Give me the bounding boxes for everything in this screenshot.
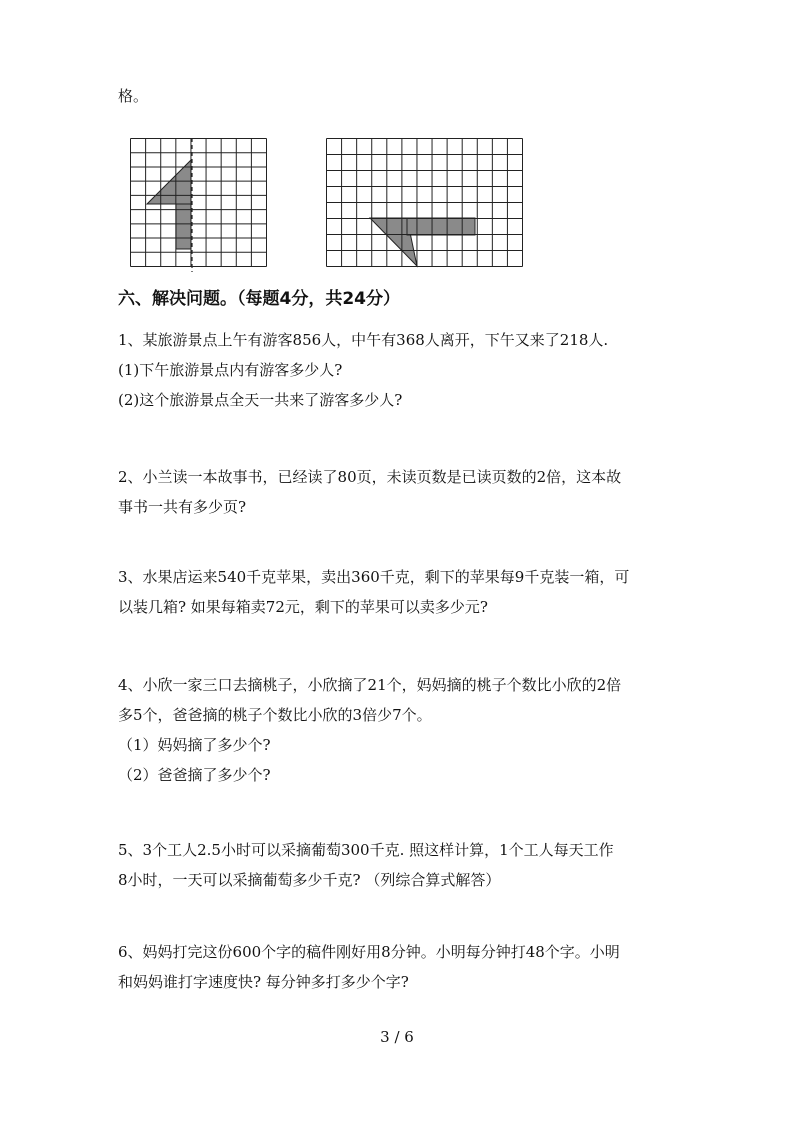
q1-line2: (1)下午旅游景点内有游客多少人? <box>118 361 343 379</box>
q4-line1: 4、小欣一家三口去摘桃子，小欣摘了21个，妈妈摘的桃子个数比小欣的2倍 <box>118 676 622 694</box>
q3-line2: 以装几箱? 如果每箱卖72元，剩下的苹果可以卖多少元? <box>118 598 488 616</box>
q4-line3: （1）妈妈摘了多少个? <box>118 736 271 754</box>
q2-line1: 2、小兰读一本故事书，已经读了80页，未读页数是已读页数的2倍，这本故 <box>118 468 622 486</box>
q1-line3: (2)这个旅游景点全天一共来了游客多少人? <box>118 391 403 409</box>
top-fragment: 格。 <box>118 87 149 105</box>
q4-line2: 多5个，爸爸摘的桃子个数比小欣的3倍少7个。 <box>118 706 432 724</box>
q5-line1: 5、3个工人2.5小时可以采摘葡萄300千克. 照这样计算，1个工人每天工作 <box>118 841 614 859</box>
page-number: 3 / 6 <box>380 1028 414 1046</box>
right-grid-figure <box>326 138 524 268</box>
right-shaded-shape <box>370 218 475 266</box>
q6-line1: 6、妈妈打完这份600个字的稿件刚好用8分钟。小明每分钟打48个字。小明 <box>118 943 620 961</box>
q6-line2: 和妈妈谁打字速度快? 每分钟多打多少个字? <box>118 973 409 991</box>
q5-line2: 8小时，一天可以采摘葡萄多少千克? （列综合算式解答） <box>118 871 501 889</box>
q1-line1: 1、某旅游景点上午有游客856人，中午有368人离开，下午又来了218人. <box>118 331 609 349</box>
q4-line4: （2）爸爸摘了多少个? <box>118 766 271 784</box>
q3-line1: 3、水果店运来540千克苹果，卖出360千克，剩下的苹果每9千克装一箱，可 <box>118 568 630 586</box>
q2-line2: 事书一共有多少页? <box>118 498 247 516</box>
left-grid-figure <box>130 138 270 272</box>
left-shaded-shape <box>147 160 191 249</box>
section-title: 六、解决问题。（每题4分，共24分） <box>118 289 400 309</box>
